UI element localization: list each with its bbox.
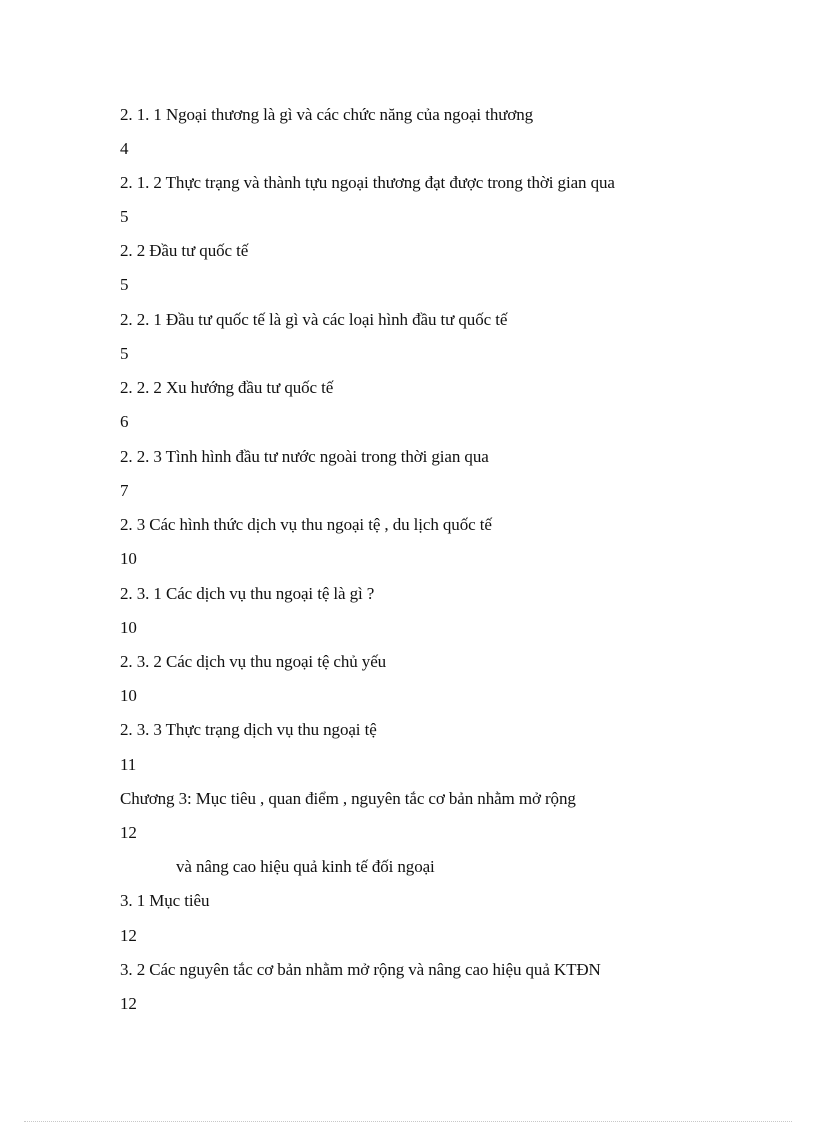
toc-entry-2-3-1: 2. 3. 1 Các dịch vụ thu ngoại tệ là gì ? — [120, 584, 375, 603]
toc-page-number: 10 — [120, 686, 137, 705]
toc-entry-2-1-1: 2. 1. 1 Ngoại thương là gì và các chức năng của ngoại thương — [120, 105, 534, 124]
toc-page-number: 4 — [120, 139, 129, 158]
toc-entry-2-2-2: 2. 2. 2 Xu hướng đầu tư quốc tế — [120, 378, 334, 397]
toc-page-number: 12 — [120, 926, 137, 945]
toc-entry-2-3: 2. 3 Các hình thức dịch vụ thu ngoại tệ , du lịch quốc tế — [120, 515, 492, 534]
toc-entry-3-2: 3. 2 Các nguyên tắc cơ bản nhằm mở rộng và nâng cao hiệu quả KTĐN — [120, 960, 601, 979]
toc-entry-2-1-2: 2. 1. 2 Thực trạng và thành tựu ngoại thương đạt được trong thời gian qua — [120, 173, 615, 192]
toc-entry-2-2-3: 2. 2. 3 Tình hình đầu tư nước ngoài trong thời gian qua — [120, 447, 489, 466]
toc-page-number: 5 — [120, 344, 129, 363]
toc-page-number: 5 — [120, 207, 129, 226]
toc-entry-3-1: 3. 1 Mục tiêu — [120, 891, 210, 910]
toc-entry-chapter-3: Chương 3: Mục tiêu , quan điểm , nguyên tắc cơ bản nhằm mở rộng — [120, 789, 576, 808]
toc-page-number: 12 — [120, 994, 137, 1013]
toc-page-number: 10 — [120, 549, 137, 568]
toc-page-number: 12 — [120, 823, 137, 842]
toc-page-number: 6 — [120, 412, 129, 431]
toc-page-number: 10 — [120, 618, 137, 637]
toc-entry-2-3-2: 2. 3. 2 Các dịch vụ thu ngoại tệ chủ yếu — [120, 652, 387, 671]
toc-page-number: 7 — [120, 481, 129, 500]
toc-entry-2-3-3: 2. 3. 3 Thực trạng dịch vụ thu ngoại tệ — [120, 720, 377, 739]
toc-entry-2-2: 2. 2 Đầu tư quốc tế — [120, 241, 249, 260]
toc-entry-chapter-3-continuation: và nâng cao hiệu quả kinh tế đối ngoại — [176, 857, 435, 876]
toc-entry-2-2-1: 2. 2. 1 Đầu tư quốc tế là gì và các loại hình đầu tư quốc tế — [120, 310, 508, 329]
toc-page-number: 11 — [120, 755, 137, 774]
page-bottom-dotted-rule — [24, 1121, 792, 1122]
toc-page-number: 5 — [120, 275, 129, 294]
